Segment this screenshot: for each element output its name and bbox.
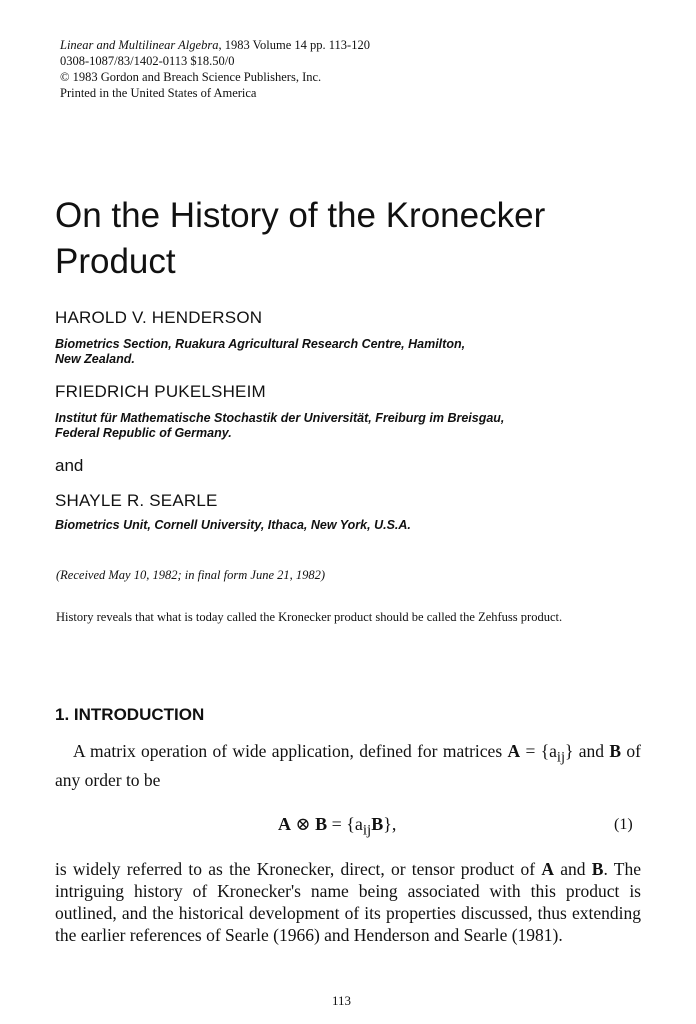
section-number: 1.: [55, 705, 70, 724]
matrix-symbol: B: [371, 814, 384, 834]
author-name: HAROLD V. HENDERSON: [55, 308, 263, 327]
matrix-symbol: B: [315, 814, 328, 834]
text-run: = {a: [520, 741, 557, 761]
text-run: . The intriguing history of Kronecker's name being associated with this product is outlined, and the historical development of its properties discussed, thus extending the earlier references of Searle (1966) and Henderson and Searle (1981).: [55, 859, 641, 945]
text-run: },: [383, 814, 397, 834]
author-name: FRIEDRICH PUKELSHEIM: [55, 382, 266, 401]
affiliation-line: New Zealand.: [55, 352, 135, 366]
text-run: A matrix operation of wide application, defined for matrices: [73, 741, 508, 761]
article-code: 0308-1087/83/1402-0113 $18.50/0: [60, 54, 235, 68]
author-conjunction: and: [55, 456, 84, 475]
text-run: of any order to be: [55, 741, 641, 790]
paper-title-line1: On the History of the Kronecker: [55, 196, 546, 235]
journal-details: , 1983 Volume 14 pp. 113-120: [218, 38, 370, 52]
text-run: = {a: [327, 814, 363, 834]
author-affiliation: [55, 337, 465, 367]
matrix-symbol: A: [541, 859, 554, 879]
received-dates: (Received May 10, 1982; in final form June 21, 1982): [56, 568, 326, 582]
author-affiliation: [55, 411, 504, 441]
subscript: ij: [556, 749, 565, 766]
affiliation-line: Federal Republic of Germany.: [55, 426, 232, 440]
paper-title: [55, 193, 545, 285]
journal-citation: [60, 37, 370, 53]
text-run: and: [554, 859, 592, 879]
operator: ⊗: [291, 814, 316, 834]
journal-header: [60, 37, 370, 101]
matrix-symbol: B: [591, 859, 604, 879]
affiliation-line: Biometrics Unit, Cornell University, Ithaca, New York, U.S.A.: [55, 518, 411, 532]
matrix-symbol: B: [609, 741, 622, 761]
section-title: INTRODUCTION: [73, 705, 205, 724]
paper-title-line2: Product: [55, 242, 176, 281]
author-affiliation: [55, 518, 411, 533]
printed-line: Printed in the United States of America: [60, 86, 257, 100]
affiliation-line: Institut für Mathematische Stochastik der Universität, Freiburg im Breisgau,: [55, 411, 505, 425]
equation-1: [278, 814, 396, 840]
page-number: 113: [332, 993, 352, 1008]
text-run: is widely referred to as the Kronecker, direct, or tensor product of: [55, 859, 542, 879]
equation-number: (1): [614, 816, 633, 833]
section-heading: [55, 705, 204, 725]
intro-paragraph-2: [55, 858, 641, 946]
matrix-symbol: A: [278, 814, 291, 834]
subscript: ij: [362, 822, 372, 839]
copyright-line: © 1983 Gordon and Breach Science Publishers, Inc.: [60, 70, 322, 84]
matrix-symbol: A: [507, 741, 521, 761]
author-name: SHAYLE R. SEARLE: [55, 491, 218, 510]
affiliation-line: Biometrics Section, Ruakura Agricultural Research Centre, Hamilton,: [55, 337, 466, 351]
abstract: History reveals that what is today called the Kronecker product should be called the Zehfuss product.: [56, 610, 563, 624]
text-run: } and: [565, 741, 610, 761]
intro-paragraph-1: [55, 740, 641, 791]
journal-name: Linear and Multilinear Algebra: [60, 38, 219, 52]
